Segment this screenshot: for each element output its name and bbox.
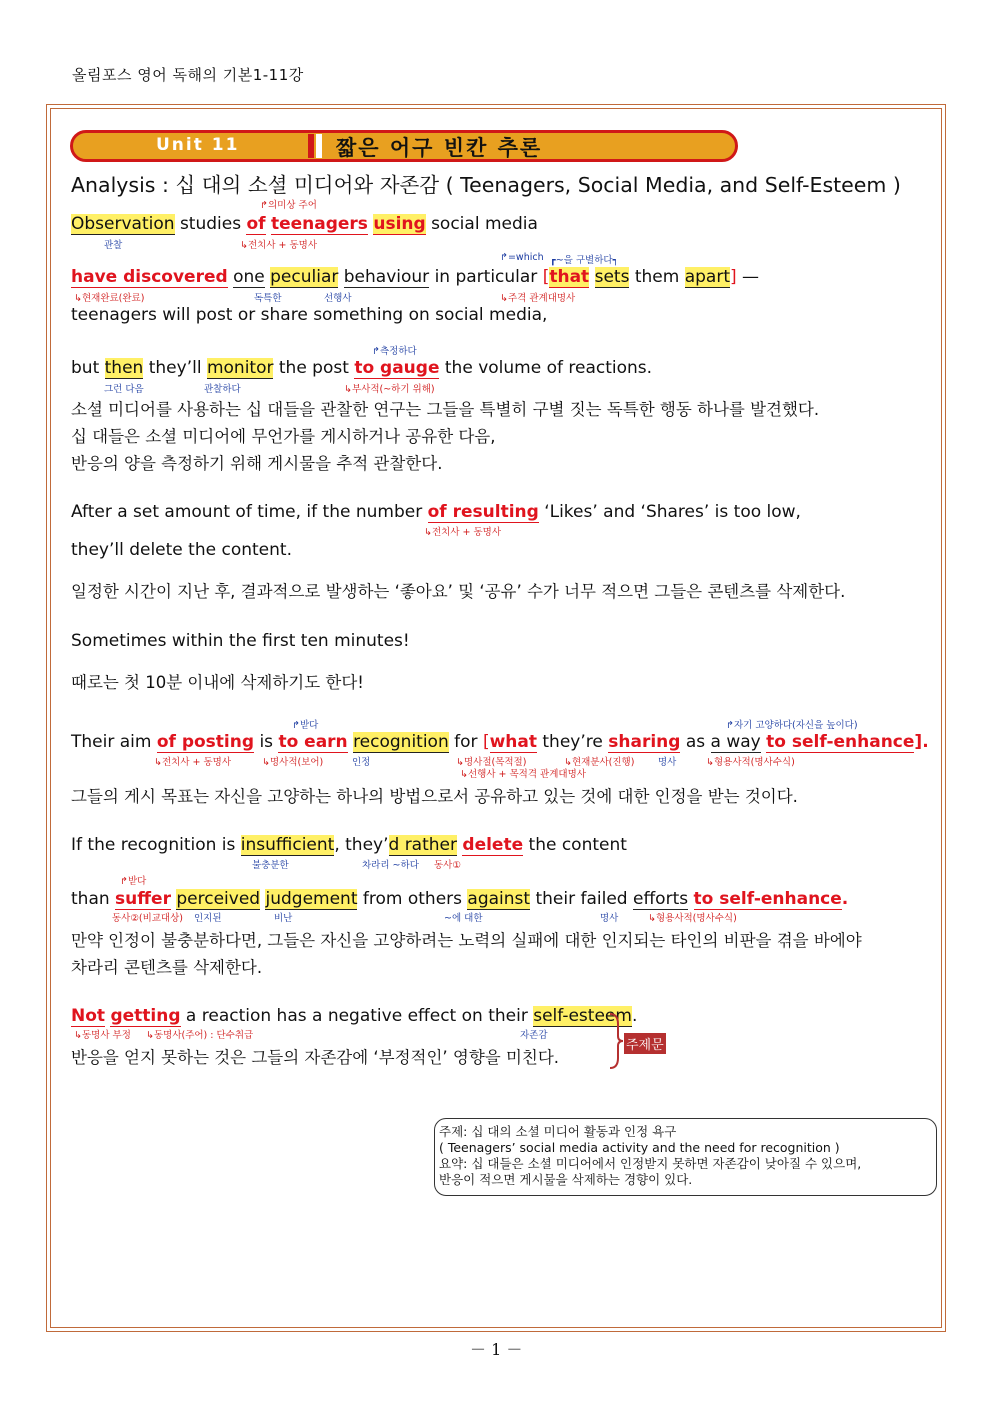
- note: 자존감: [520, 1030, 548, 1041]
- note: ↳명사절(목적절): [456, 757, 527, 768]
- text: .: [841, 889, 849, 909]
- summary-line: 주제: 십 대의 소셜 미디어 활동과 인정 욕구: [439, 1124, 677, 1139]
- grammar-word: of resulting: [427, 502, 539, 522]
- grammar-word: delete: [462, 835, 524, 855]
- note: ↱=which: [500, 252, 544, 263]
- korean-line: 때로는 첫 10분 이내에 삭제하기도 한다!: [71, 673, 364, 692]
- text: than: [71, 889, 110, 909]
- korean-line: 만약 인정이 불충분하다면, 그들은 자신을 고양하려는 노력의 실패에 대한 인지되는 타인의 비판을 겪을 바에야: [71, 931, 862, 950]
- note: ↳부사적(~하기 위해): [344, 384, 435, 395]
- grammar-word: teenagers: [270, 214, 368, 234]
- text: the content: [528, 835, 627, 855]
- text: they’re: [542, 732, 603, 752]
- note: ↳동명사 부정: [74, 1030, 131, 1041]
- grammar-word: using: [373, 214, 426, 234]
- note: ↳형용사적(명사수식): [706, 757, 795, 768]
- text: —: [742, 267, 760, 287]
- brace-icon: [608, 1012, 624, 1074]
- korean-line: 반응의 양을 측정하기 위해 게시물을 추적 관찰한다.: [71, 454, 443, 473]
- text: .: [631, 1006, 638, 1026]
- note: ↳선행사 + 목적격 관계대명사: [460, 769, 586, 780]
- vocab-word: self-esteem: [533, 1006, 632, 1026]
- vocab-word: monitor: [206, 358, 274, 378]
- summary-box: [434, 1118, 937, 1196]
- note: 차라리 ~하다: [362, 860, 419, 871]
- text: a way: [710, 732, 761, 752]
- note: ~에 대한: [444, 913, 483, 924]
- text: studies: [179, 214, 242, 234]
- note: ↳전치사 + 동명사: [154, 757, 232, 768]
- text: After a set amount of time, if the number: [71, 502, 423, 522]
- bracket: [: [542, 267, 550, 287]
- sentence-11: [71, 1006, 637, 1026]
- grammar-word: suffer: [115, 889, 171, 909]
- vocab-word: judgement: [265, 889, 358, 909]
- note: ↱측정하다: [372, 346, 417, 357]
- note: ↱의미상 주어: [260, 200, 317, 211]
- note: ↱받다: [292, 720, 319, 731]
- banner-title: 짧은 어구 빈칸 추론: [336, 136, 543, 160]
- grammar-word: what: [489, 732, 537, 752]
- sentence-9: [71, 835, 627, 855]
- unit-label: Unit 11: [156, 135, 240, 155]
- note: ↱받다: [120, 876, 147, 887]
- korean-line: 일정한 시간이 지난 후, 결과적으로 발생하는 ‘좋아요’ 및 ‘공유’ 수가 너무 적으면 그들은 콘텐츠를 삭제한다.: [71, 582, 846, 601]
- note: ┏~을 구별하다┑: [550, 255, 619, 266]
- analysis-title: Analysis : 십 대의 소셜 미디어와 자존감 ( Teenagers, Social Media, and Self-Esteem ): [71, 173, 901, 197]
- grammar-word: of: [246, 214, 266, 234]
- grammar-word: to self-enhance: [766, 732, 915, 752]
- grammar-word: have discovered: [71, 267, 228, 287]
- grammar-word: of posting: [156, 732, 255, 752]
- note: ↳형용사적(명사수식): [648, 913, 737, 924]
- korean-line: 소셜 미디어를 사용하는 십 대들을 관찰한 연구는 그들을 특별히 구별 짓는 독특한 행동 하나를 발견했다.: [71, 400, 820, 419]
- grammar-word: Not: [71, 1006, 106, 1026]
- vocab-word: against: [467, 889, 531, 909]
- grammar-word: that: [549, 267, 590, 287]
- sentence-1: [71, 214, 538, 234]
- note: ↳명사적(보어): [262, 757, 324, 768]
- bracket: [: [482, 732, 490, 752]
- text: behaviour: [343, 267, 430, 287]
- note: 그런 다음: [104, 384, 144, 395]
- text: they’ll: [148, 358, 202, 378]
- note: ↳주격 관계대명사: [500, 293, 576, 304]
- sentence-7: Sometimes within the first ten minutes!: [71, 631, 410, 651]
- vocab-word: then: [104, 358, 144, 378]
- summary-line: ( Teenagers’ social media activity and the need for recognition ): [439, 1140, 840, 1155]
- note: ↱자기 고양하다(자신을 높이다): [726, 720, 858, 731]
- grammar-word: to gauge: [354, 358, 440, 378]
- note: 인지된: [194, 913, 222, 924]
- text: Their aim: [71, 732, 152, 752]
- sentence-8: [71, 732, 929, 752]
- note: 인정: [352, 757, 371, 768]
- note: 동사②(비교대상): [112, 913, 183, 924]
- note: 관찰하다: [204, 384, 241, 395]
- korean-line: 반응을 얻지 못하는 것은 그들의 자존감에 ‘부정적인’ 영향을 미친다.: [71, 1048, 560, 1067]
- grammar-word: sharing: [608, 732, 681, 752]
- page-number: － 1 －: [470, 1340, 523, 1359]
- note: 동사①: [434, 860, 461, 871]
- text: social media: [431, 214, 538, 234]
- sentence-5: [71, 502, 801, 522]
- note: 불충분한: [252, 860, 289, 871]
- text: , they’: [334, 835, 389, 855]
- vocab-word: insufficient: [240, 835, 335, 855]
- korean-line: 그들의 게시 목표는 자신을 고양하는 하나의 방법으로서 공유하고 있는 것에 대한 인정을 받는 것이다.: [71, 787, 798, 806]
- note: ↳전치사 + 동명사: [424, 527, 502, 538]
- summary-line: 반응이 적으면 게시물을 삭제하는 경향이 있다.: [439, 1172, 693, 1187]
- note: ↳현재완료(완료): [74, 293, 145, 304]
- note: ↳현재분사(진행): [564, 757, 635, 768]
- text: the post: [278, 358, 349, 378]
- text: efforts: [633, 889, 689, 909]
- text: but: [71, 358, 100, 378]
- korean-line: 십 대들은 소셜 미디어에 무언가를 게시하거나 공유한 다음,: [71, 427, 496, 446]
- sentence-3: teenagers will post or share something on social media,: [71, 305, 548, 325]
- topic-sentence-badge: 주제문: [624, 1033, 666, 1054]
- note: ↳동명사(주어) : 단수취급: [146, 1030, 254, 1041]
- text: them: [634, 267, 680, 287]
- text: the volume of reactions.: [444, 358, 653, 378]
- vocab-word: apart: [684, 267, 730, 287]
- vocab-word: perceived: [176, 889, 261, 909]
- sentence-6: they’ll delete the content.: [71, 540, 292, 560]
- note: ↳전치사 + 동명사: [240, 240, 318, 251]
- text: their failed: [535, 889, 628, 909]
- vocab-word: recognition: [353, 732, 449, 752]
- vocab-word: sets: [594, 267, 630, 287]
- text: is: [259, 732, 274, 752]
- note: 관찰: [104, 240, 123, 251]
- vocab-word: peculiar: [270, 267, 339, 287]
- note: 명사: [658, 757, 677, 768]
- sentence-10: [71, 889, 848, 909]
- text: as: [685, 732, 706, 752]
- bracket: ]: [730, 267, 737, 287]
- text: in particular: [434, 267, 538, 287]
- vocab-word: d rather: [388, 835, 457, 855]
- summary-line: 요약: 십 대들은 소셜 미디어에서 인정받지 못하면 자존감이 낮아질 수 있으며,: [439, 1156, 862, 1171]
- page-header: 올림포스 영어 독해의 기본1-11강: [72, 66, 304, 84]
- note: 비난: [274, 913, 293, 924]
- text: ‘Likes’ and ‘Shares’ is too low,: [544, 502, 801, 522]
- text: one: [233, 267, 265, 287]
- korean-line: 차라리 콘텐츠를 삭제한다.: [71, 958, 263, 977]
- vocab-word: Observation: [71, 214, 175, 234]
- note: 선행사: [324, 293, 352, 304]
- text: If the recognition is: [71, 835, 236, 855]
- text: a reaction has a negative effect on their: [185, 1006, 528, 1026]
- sentence-2: [71, 267, 759, 287]
- bracket: ].: [914, 732, 929, 752]
- sentence-4: [71, 358, 652, 378]
- note: 독특한: [254, 293, 282, 304]
- grammar-word: to self-enhance: [693, 889, 842, 909]
- note: 명사: [600, 913, 619, 924]
- text: for: [454, 732, 478, 752]
- grammar-word: getting: [110, 1006, 181, 1026]
- grammar-word: to earn: [278, 732, 348, 752]
- text: from others: [362, 889, 463, 909]
